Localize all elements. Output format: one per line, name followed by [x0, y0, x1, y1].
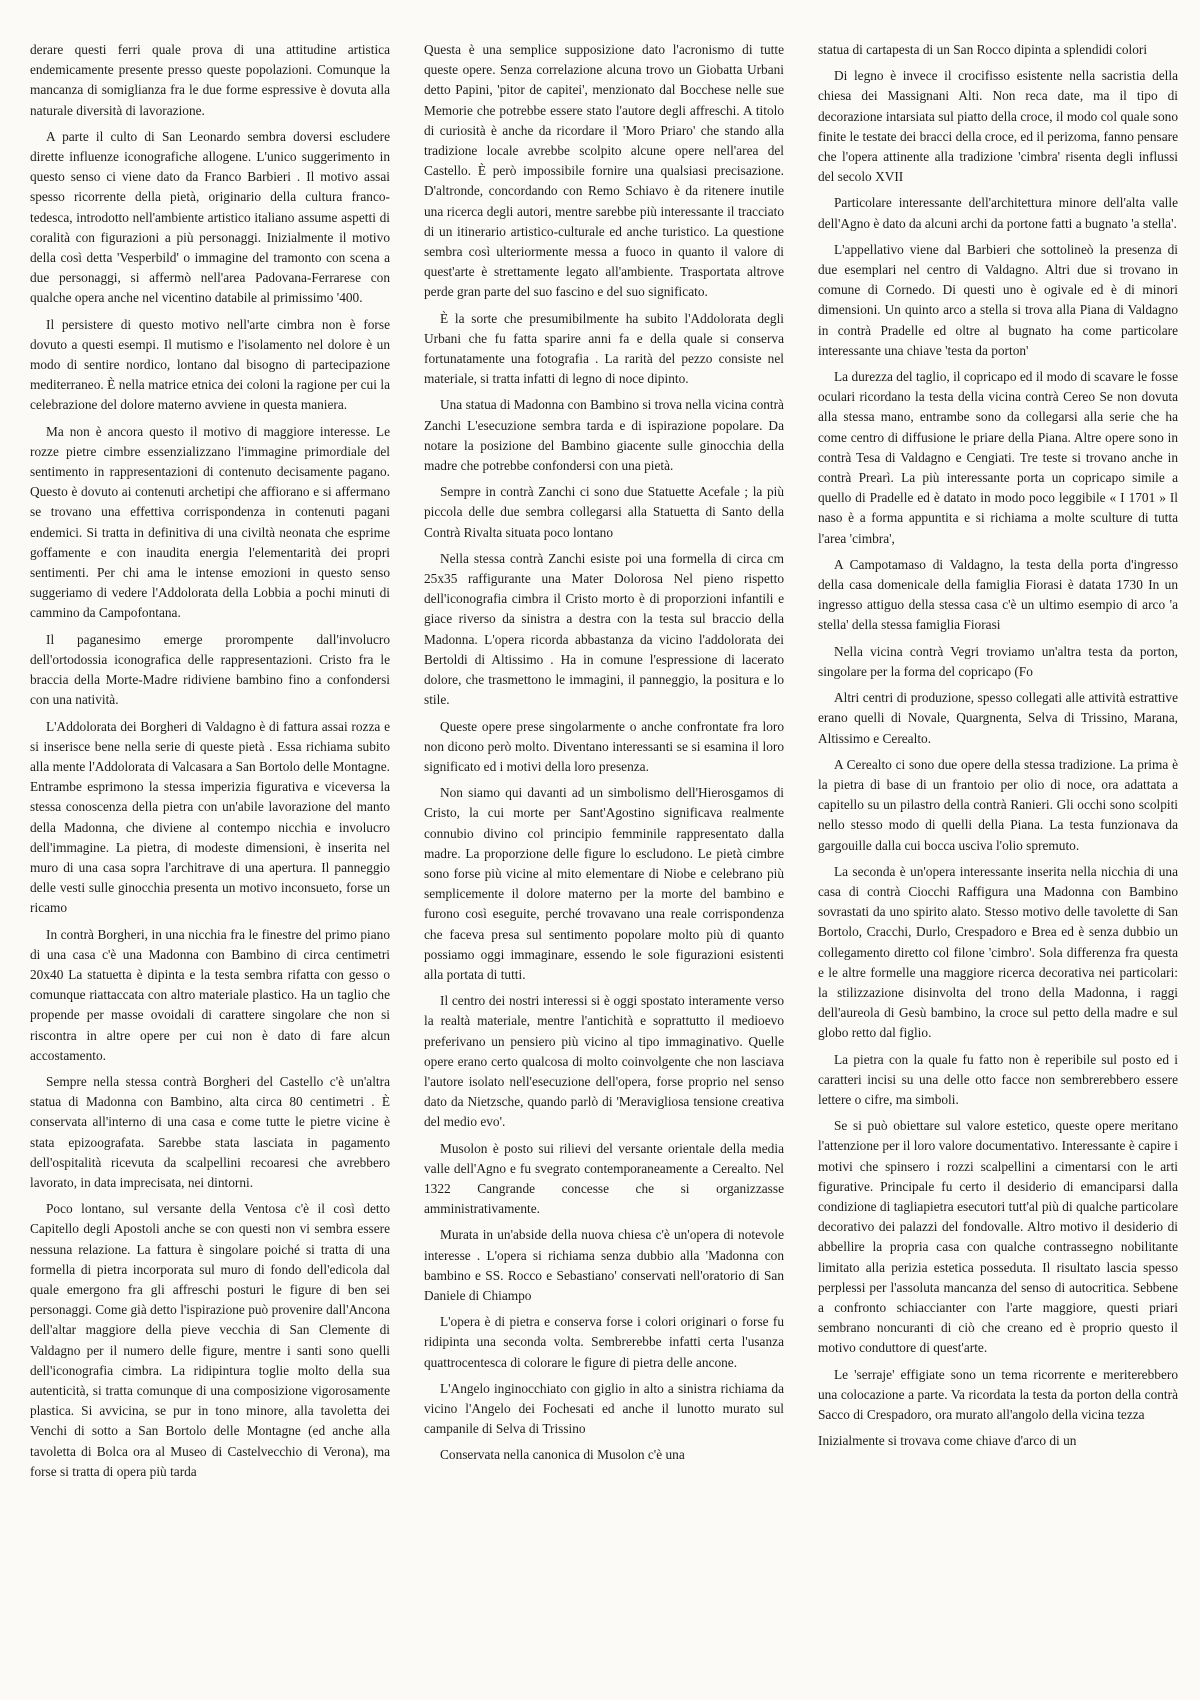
paragraph: Nella vicina contrà Vegri troviamo un'altra testa da porton, singolare per la forma del copricapo (Fo: [818, 643, 1178, 679]
paragraph: Ma non è ancora questo il motivo di maggiore interesse. Le rozze pietre cimbre essenzializzano l'immagine primordiale del sentimento in rappresentazioni di contenuto decisamente pagano. Questo è dovuto ai contenuti archetipi che affiorano e si affermano se trovano una effettiva corrispondenza in contenuti pagani endemici. Si tratta in definitiva di una civiltà neonata che esprime goffamente e con inaudita energia l'elementarità dei propri sentimenti. Per chi ama le intense emozioni in questo senso suggeriamo di vedere l'Addolorata della Lobbia a pochi minuti di cammino da Campofontana.: [30, 423, 390, 621]
paragraph: Murata in un'abside della nuova chiesa c'è un'opera di notevole interesse . L'opera si richiama senza dubbio alla 'Madonna con bambino e SS. Rocco e Sebastiano' conservati nell'oratorio di San Daniele di Chiampo: [424, 1227, 784, 1303]
paragraph: Musolon è posto sui rilievi del versante orientale della media valle dell'Agno e fu svegrato contemporaneamente a Cerealto. Nel 1322 Cangrande concesse che si organizzasse amministrativamente.: [424, 1140, 784, 1217]
paragraph: Se si può obiettare sul valore estetico, queste opere meritano l'attenzione per il loro valore documentativo. Interessante è capire i motivi che spinsero i rozzi scalpellini a cimentarsi con le arti figurative. Principale fu certo il desiderio di emanciparsi dalla condizione di tagliapietra esecutori tutt'al più di qualche particolare decorativo dei palazzi del fondovalle. Altro motivo il desiderio di abbellire la propria casa con qualche contrassegno nobilitante limitato alla perizia estetica posseduta. Il risultato lascia spesso perplessi per l'assoluta mancanza del senso di autocritica. Sebbene a confronto schiaccianter con l'arte maggiore, questi priari sembrano noncuranti di ciò che creano ed è proprio questo il motivo conduttore di quest'arte.: [818, 1118, 1178, 1356]
paragraph: È la sorte che presumibilmente ha subito l'Addolorata degli Urbani che fu fatta sparire anni fa e della quale si conserva fortunatamente una fotografia . La rarità del pezzo consiste nel materiale, si tratta infatti di legno di noce dipinto.: [424, 310, 784, 387]
paragraph: statua di cartapesta di un San Rocco dipinta a splendidi colori: [818, 42, 1148, 57]
paragraph: A Cerealto ci sono due opere della stessa tradizione. La prima è la pietra di base di un frantoio per olio di noce, ora adattata a capitello su un pilastro della contrà Ranieri. Gli occhi sono scolpiti nello stesso modo di quelli della Piana. La testa funzionava da gargouille dalla cui bocca usciva l'olio spremuto.: [818, 756, 1178, 853]
paragraph: Il persistere di questo motivo nell'arte cimbra non è forse dovuto a questi esempi. Il mutismo e l'isolamento nel dolore è un modo di sentire nordico, lontano dal bisogno di partecipazione mediterraneo. È nella matrice etnica dei coloni la ragione per cui la celebrazione del dolore materno avviene in questa maniera.: [30, 316, 390, 413]
paragraph: A Campotamaso di Valdagno, la testa della porta d'ingresso della casa domenicale della famiglia Fiorasi è datata 1730 In un ingresso attiguo della stessa casa c'è un ultimo esempio di arco 'a stella' della stessa famiglia Fiorasi: [818, 556, 1178, 633]
paragraph: Sempre in contrà Zanchi ci sono due Statuette Acefale ; la più piccola delle due sembra collegarsi alla Statuetta di Santo della Contrà Rivalta situata poco lontano: [424, 484, 784, 540]
paragraph: Inizialmente si trovava come chiave d'arco di un: [818, 1433, 1077, 1449]
paragraph: Di legno è invece il crocifisso esistente nella sacristia della chiesa dei Massignani Alti. Non reca date, ma il tipo di decorazione intarsiata sul piatto della croce, il modo col quale sono finite le testate dei bracci della croce, ed il perizoma, fanno pensare che l'opera attinente alla tradizione 'cimbra' risenta degli influssi del secolo XVII: [818, 68, 1178, 185]
text-column-left: [30, 40, 390, 1680]
paragraph: L'Addolorata dei Borgheri di Valdagno è di fattura assai rozza e si inserisce bene nella serie di queste pietà . Essa richiama subito alla mente l'Addolorata di Valcasara a San Bortolo delle Montagne. Entrambe esprimono la stessa imperizia figurativa e viceversa la stessa conoscenza della pietra con un'abile lavorazione del manto della Madonna, che diviene al contempo nicchia e involucro dell'immagine. La pietra, di modeste dimensioni, è inserita nel muro di una casa sopra l'architrave di una apertura. Il panneggio delle vesti sulle ginocchia presenta un motivo inconsueto, forse un ricamo: [30, 718, 390, 916]
paragraph: Conservata nella canonica di Musolon c'è una: [440, 1447, 685, 1463]
paragraph: L'appellativo viene dal Barbieri che sottolineò la presenza di due esemplari nel centro di Valdagno. Altri due si trovano in comune di Cornedo. Di questi uno è ogivale ed è di minori dimensioni. Un quinto arco a stella si trova alla Piana di Valdagno in contrà Pradelle ed oltre al bugnato ha come particolare interessante una chiave 'testa da porton': [818, 241, 1178, 358]
paragraph: Il centro dei nostri interessi si è oggi spostato interamente verso la realtà materiale, mentre l'antichità e soprattutto il medioevo preferivano un pensiero più vicino al tipo immaginativo. Quelle opere erano certo qualcosa di molto coinvolgente che non lasciava l'autore isolato nell'esecuzione dell'opera, forse proprio nel senso dato da Nietzsche, quando parlò di 'Meravigliosa tensione creativa del medio evo'.: [424, 993, 784, 1130]
paragraph: Una statua di Madonna con Bambino si trova nella vicina contrà Zanchi L'esecuzione sembra tarda e di ispirazione popolare. Da notare la posizione del Bambino giacente sulle ginocchia della madre che potrebbe confondersi con una pietà.: [424, 397, 784, 474]
paragraph: L'Angelo inginocchiato con giglio in alto a sinistra richiama da vicino l'Angelo dei Fochesati ed anche il lunotto murato sul campanile di Selva di Trissino: [424, 1380, 784, 1437]
paragraph: derare questi ferri quale prova di una attitudine artistica endemicamente presente presso queste popolazioni. Comunque la mancanza di somiglianza fra le due forme espressive è dovuta alla naturale diversità di lavorazione.: [30, 42, 390, 118]
paragraph: Poco lontano, sul versante della Ventosa c'è il così detto Capitello degli Apostoli anche se con questi non vi sembra essere nessuna relazione. La fattura è singolare poiché si tratta di una formella di pietra incorporata sul muro di fondo dell'edicola dal quale emergono fra gli affreschi posturi le figure di ben sei personaggi. Come già detto l'ispirazione può provenire dall'Ancona dell'altar maggiore della pieve vecchia di San Clemente di Valdagno per il numero delle figure, mentre i santi sono quelli dell'iconografia cimbra. La ridipintura toglie molto della sua autenticità, si tratta comunque di una composizione vigorosamente plastica. Si avvicina, se pur in tono minore, alla tavoletta dei Venchi di sotto a San Bortolo delle Montagne (ed anche alla tavoletta di Bolca ora al Museo di Castelvecchio di Verona), ma forse si tratta di opera più tarda: [30, 1201, 390, 1479]
paragraph: L'opera è di pietra e conserva forse i colori originari o forse fu ridipinta una seconda volta. Sembrerebbe infatti certa l'usanza quattrocentesca di colorare le figure di pietra delle ancone.: [424, 1314, 784, 1370]
paragraph: Altri centri di produzione, spesso collegati alle attività estrattive erano quelli di Novale, Quargnenta, Selva di Trissino, Marana, Altissimo e Cerealto.: [818, 690, 1178, 746]
paragraph: La seconda è un'opera interessante inserita nella nicchia di una casa di contrà Ciocchi Raffigura una Madonna con Bambino sovrastati da uno spirito alato. Stesso motivo delle tavolette di San Bortolo, Cracchi, Durlo, Crespadoro e Brea ed è senza dubbio un collegamento diretto col filone 'cimbro'. Sola differenza fra questa e le altre formelle una maggiore ricerca decorativa nei particolari: la stilizzazione disinvolta del trono della Madonna, i raggi dell'aureola di Gesù bambino, la croce sul petto della madre e sul globo retto dal figlio.: [818, 863, 1178, 1041]
paragraph: Sempre nella stessa contrà Borgheri del Castello c'è un'altra statua di Madonna con Bambino, alta circa 80 centimetri . È conservata all'interno di una casa e come tutte le pietre vicine è stata epizoografata. Sarebbe stata lasciata in pagamento dell'ospitalità ricevuta da scalpellini recoaresi che avrebbero lavorato, in data imprecisata, nei dintorni.: [30, 1073, 390, 1190]
paragraph: Nella stessa contrà Zanchi esiste poi una formella di circa cm 25x35 raffigurante una Mater Dolorosa Nel pieno rispetto dell'iconografia cimbra il Cristo morto è di proporzioni infantili e giace riverso da sinistra a destra con la testa sul braccio della Madonna. L'opera ricorda abbastanza da vicino l'addolorata dei Bertoldi di Altissimo . Ha in comune l'espressione di lacerato dolore, che trasmettono le immagini, il panneggio, la positura e lo stile.: [424, 550, 784, 708]
text-column-middle: [424, 40, 784, 1680]
paragraph: In contrà Borgheri, in una nicchia fra le finestre del primo piano di una casa c'è una Madonna con Bambino di circa centimetri 20x40 La statuetta è dipinta e la testa sembra rifatta con gesso o comunque riattaccata con altro materiale plastico. Ha un taglio che propende per masse ovoidali di carattere singolare che non si riscontra in altre opere per cui non è dato di fare alcun accostamento.: [30, 926, 390, 1063]
paragraph: A parte il culto di San Leonardo sembra doversi escludere dirette influenze iconografiche allogene. L'unico suggerimento in questo senso ci viene dato da Franco Barbieri . Il motivo assai spesso ricorrente della pietà, originario della cultura franco-tedesca, introdotto nell'ambiente artistico italiano assume aspetti di coralità con figurazioni a più personaggi. Inizialmente il motivo della così detta 'Vesperbild' o immagine del tramonto con scena a due personaggi, si affermò nell'area Padovana-Ferrarese con qualche opera anche nel vicentino databile al primissimo '400.: [30, 128, 390, 306]
paragraph: Non siamo qui davanti ad un simbolismo dell'Hierosgamos di Cristo, la cui morte per Sant'Agostino significava realmente connubio divino col principio femminile rappresentato dalla madre. La proporzione delle figure lo escludono. Le pietà cimbre sono forse più vicine al mito elementare di Niobe e celebrano più semplicemente il dolore materno per la morte del bambino e furono così eseguite, perché trovavano una reale corrispondenza che faceva presa sul sentimento popolare molto più di quanto possiamo oggi immaginare, essendo le sole figurazioni esistenti alla portata di tutti.: [424, 785, 784, 982]
paragraph: La pietra con la quale fu fatto non è reperibile sul posto ed i caratteri incisi su una delle otto facce non sembrerebbero essere lettere o cifre, ma simboli.: [818, 1051, 1178, 1107]
paragraph: Particolare interessante dell'architettura minore dell'alta valle dell'Agno è dato da alcuni archi da portone fatti a bugnato 'a stella'.: [818, 195, 1178, 231]
paragraph: Queste opere prese singolarmente o anche confrontate fra loro non dicono però molto. Diventano interessanti se si esamina il loro significato ed i motivi della loro presenza.: [424, 718, 784, 774]
paragraph: La durezza del taglio, il copricapo ed il modo di scavare le fosse oculari ricordano la testa della vicina contrà Cereo Se non dovuta alla stessa mano, entrambe sono da collegarsi alla serie che ha come centro di diffusione le priare della Piana. Altre opere sono in contrà Tesa di Valdagno e Cengiati. Tre teste si trovano anche in contrà Prearì. La più interessante porta un copricapo simile a quello di Pradelle ed è datato in modo poco leggibile « I 1701 » Il naso è a forma appuntita e si richiama a molte sculture di tutta l'area 'cimbra',: [818, 369, 1178, 546]
paragraph: Questa è una semplice supposizione dato l'acronismo di tutte queste opere. Senza correlazione alcuna trovo un Giobatta Urbani detto Papini, 'pitor de capitei', menzionato dal Bocchese nelle sue Memorie che potrebbe essere stato l'autore degli affreschi. A titolo di curiosità è anche da ricordare il 'Moro Priaro' che stando alla tradizione locale avrebbe scolpito alcune opere nell'area del Castello. È però impossibile fornire una qualsiasi precisazione. D'altronde, concordando con Remo Schiavo è da ritenere inutile una ricerca degli autori, mentre sarebbe più interessante il tracciato di un itinerario artistico-culturale ed anche turistico. La questione sembra così ulteriormente messa a fuoco in quanto il valore di quest'arte è strettamente legato all'ambiente. Trasportata altrove perde gran parte del suo fascino e del suo significato.: [424, 42, 784, 300]
paragraph: Le 'serraje' effigiate sono un tema ricorrente e meriterebbero una colocazione a parte. Va ricordata la testa da porton della contrà Sacco di Crespadoro, ora murato all'angolo della vicina tezza: [818, 1366, 1178, 1422]
paragraph: Il paganesimo emerge prorompente dall'involucro dell'ortodossia iconografica delle rappresentazioni. Cristo fra le braccia della Morte-Madre ridiviene bambino fino a confondersi con una natività.: [30, 631, 390, 708]
text-column-right: [818, 40, 1178, 1680]
